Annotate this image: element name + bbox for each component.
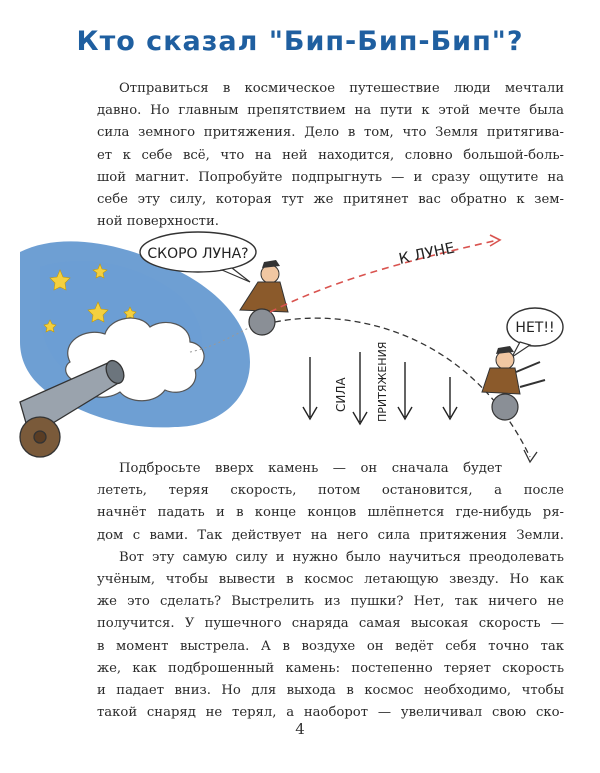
bubble-left-text: СКОРО ЛУНА? <box>147 246 249 262</box>
text-line: себе эту силу, которая тут же притянет вас обратно к зем- <box>97 192 564 208</box>
text-line: такой снаряд не терял, а наоборот — увеличивал свою ско- <box>97 705 564 721</box>
text-line: лететь, теряя скорость, потом остановится, а после <box>97 483 564 499</box>
baron-figure-flying <box>240 260 288 335</box>
text-line: и падает вниз. Но для выхода в космос необходимо, чтобы <box>97 683 564 699</box>
text-line: шой магнит. Попробуйте подпрыгнуть — и сразу ощутите на <box>97 169 564 185</box>
speech-bubble-right <box>507 308 563 357</box>
text-line: начнёт падать и в конце концов шлёпнется где-нибудь ря- <box>97 505 564 521</box>
text-line: Вот эту самую силу и нужно было научиться преодолевать <box>119 549 564 565</box>
moon-label: К ЛУНЕ <box>397 238 457 268</box>
text-line: учёным, чтобы вывести в космос летающую звезду. Но как <box>97 572 564 588</box>
text-line: же, как подброшенный камень: постепенно теряет скорость <box>97 660 564 676</box>
cannon-illustration <box>0 212 600 474</box>
force-label-1: СИЛА <box>334 377 348 412</box>
intro-paragraph <box>97 78 564 233</box>
page-number: 4 <box>295 720 305 738</box>
text-line: давно. Но главным препятствием на пути к этой мечте была <box>97 103 564 119</box>
text-line: сила земного притяжения. Дело в том, что Земля притягива- <box>97 125 564 141</box>
baron-figure-falling <box>482 346 545 420</box>
text-line: ет к себе всё, что на ней находится, словно большой-боль- <box>97 147 564 163</box>
text-line: ной поверхности. <box>97 214 219 230</box>
page-title: Кто сказал "Бип-Бип-Бип"? <box>76 26 524 57</box>
text-line: Подбросьте вверх камень — он сначала будет <box>119 461 502 476</box>
moon-trajectory <box>270 240 498 312</box>
main-paragraph <box>97 458 564 724</box>
text-line: в момент выстрела. А в воздухе он ведёт себя точно так <box>97 638 564 654</box>
text-line: Отправиться в космическое путешествие люди мечтали <box>119 81 564 96</box>
text-line: же это сделать? Выстрелить из пушки? Нет, так ничего не <box>97 594 564 610</box>
force-label-2: ПРИТЯЖЕНИЯ <box>376 341 389 422</box>
bubble-right-text: НЕТ!! <box>515 320 555 336</box>
text-line: получится. У пушечного снаряда самая высокая скорость — <box>97 616 564 632</box>
text-line: дом с вами. Так действует на него сила притяжения Земли. <box>97 527 564 543</box>
